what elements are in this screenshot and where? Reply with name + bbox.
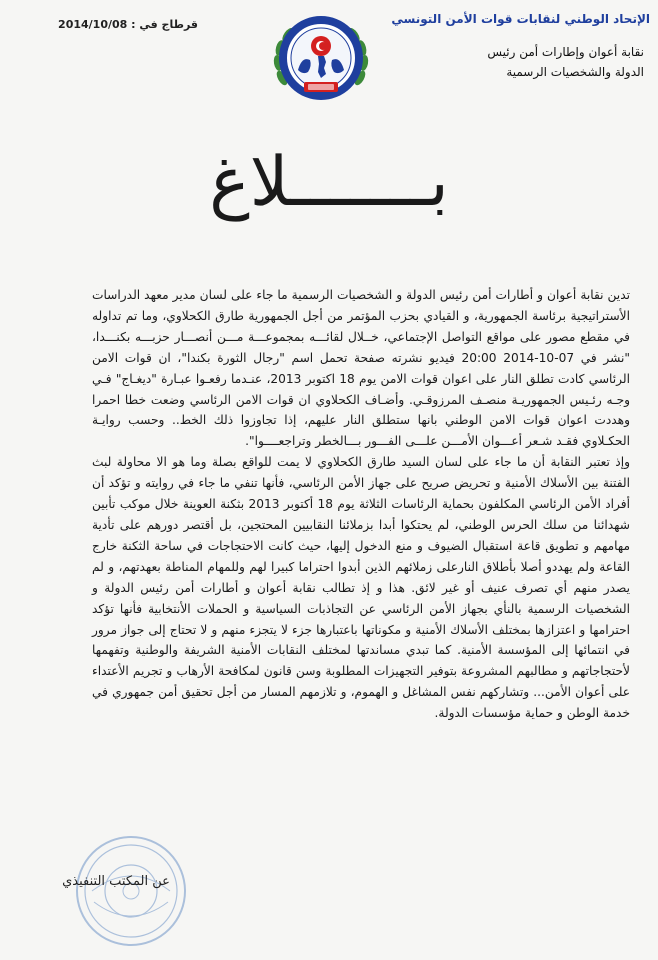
union-emblem-icon: [268, 8, 374, 108]
union-name: [444, 42, 644, 82]
document-date: قرطاج في : 2014/10/08: [58, 18, 198, 31]
org-title: الإتحاد الوطني لنقابات قوات الأمن التونسي: [391, 12, 650, 26]
official-stamp-icon: [72, 832, 190, 950]
announcement-body: [92, 285, 630, 724]
signature-line: عن المكتب التنفيذي: [62, 874, 170, 889]
union-name-line1: نقابة أعوان وإطارات أمن رئيس: [487, 45, 644, 59]
announcement-heading: بـــــــلاغ: [209, 143, 449, 222]
body-paragraph-2: وإذ تعتبر النقابة أن ما جاء على لسان السيد طارق الكحلاوي لا يمت للواقع بصلة وما هو الا محاولة لبث الفتنة بين الأسلاك الأمنية و تحريض صريح على جهاز الأمن الرئاسي، فأنها تنفي ما جاء في روايته و تؤكد أن أفراد الأمن الرئاسي المكلفون بحماية الرئاسات الثلاثة يوم 18 أكتوبر 2013 بثكنة العوينة خلال موكب تأبين شهدائنا من سلك الحرس الوطني، لم يحتكوا أبدا بزملائنا النقابيين المحتجين، بل أقتصر دورهم على تأدية مهامهم و تطويق قاعة استقبال الضيوف و منع الدخول إليها، حيث كانت الاحتجاجات في ساحة الثكنة خارج القاعة ولم يهددو أصلا بأطلاق النارعلى زملائهم الذين أبدوا احتراما كبيرا لهم وللمهام المناطة بعهدتهم، و لم يصدر منهم أي تصرف عنيف أو غير لائق. هذا و إذ تطالب نقابة أعوان و أطارات أمن رئيس الدولة و الشخصيات الرسمية بالنأي بجهاز الأمن الرئاسي عن التجاذبات السياسية و الحملات الأنتخابية فأنها تؤكد احترامها و اعتزازها بمختلف الأسلاك الأمنية و مكوناتها باعتبارها جزء لا يتجزء منهم و لا تحتاج إلى جواز مرور في انتمائها إلى المؤسسة الأمنية. كما تبدي مساندتها لمختلف النقابات الأمنية الشريفة والوطنية وتفهمها لأحتجاجاتهم و مطالبهم المشروعة بتوفير التجهيزات المطلوبة وسن قانون لمكافحة الأرهاب و تجريم الأعتداء على أعوان الأمن... وتشاركهم نفس المشاغل و الهموم، و تلازمهم المسار من أجل تحقيق أمن جمهوري في خدمة الوطن و حماية مؤسسات الدولة.: [92, 455, 630, 721]
body-paragraph-1: تدين نقابة أعوان و أطارات أمن رئيس الدولة و الشخصيات الرسمية ما جاء على لسان مدير معهد الدراسات الأستراتيجية برئاسة الجمهورية، و القيادي بحزب المؤتمر من أجل الجمهورية طارق الكحلاوي، وما تم تداوله في مقطع مصور على مواقع التواصل الإجتماعي، خــلال لقائـــه بمجموعـــة مـــن أنصـــار حزبـــه بكنـــدا، "نشر في 07-10-2014 20:00 فيديو نشرته صفحة تحمل اسم "رجال الثورة بكندا"، ان قوات الامن الرئاسي كادت تطلق النار على اعوان قوات الامن يوم 18 اكتوبر 2013، عنـدما رفعـوا عبـارة "ديغـاج" فـي وجـه رئـيس الجمهوريـة منصـف المرزوقـي. وأضـاف الكحلاوي ان قوات الامن الرئاسي وضعت خطا احمرا وهددت اعوان قوات الامن الوطني بانها ستطلق النار عليهم، إذا تجاوزوا ذلك الخط.. وحسب روايـة الحكـلاوي فقـد شـعر أعـــوان الأمـــن علـــى الفـــور بـــالخطر وتراجعــــوا".: [92, 288, 631, 449]
union-name-line2: الدولة والشخصيات الرسمية: [506, 65, 644, 79]
